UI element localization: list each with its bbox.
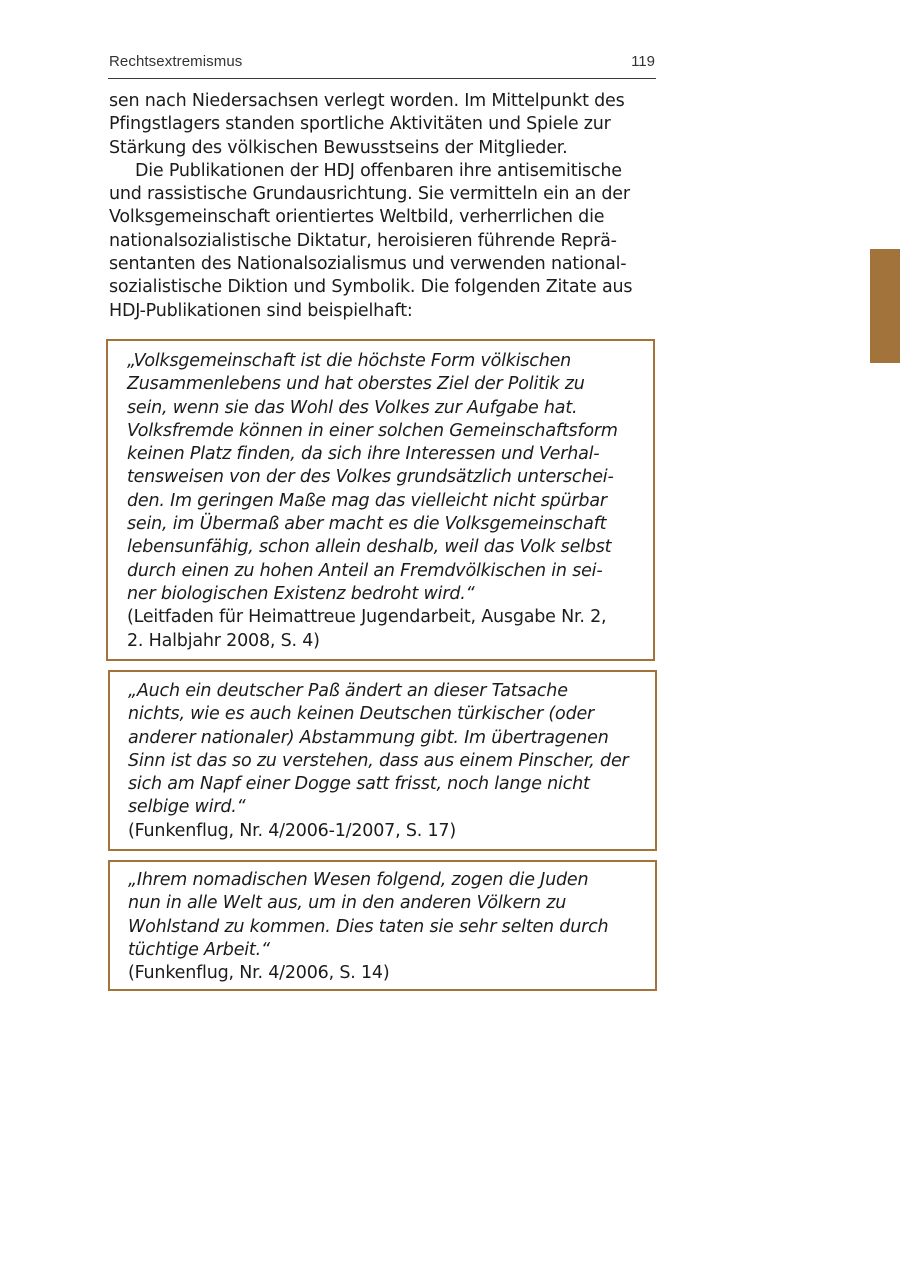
quote-line: Sinn ist das so zu verstehen, dass aus einem Pinscher, der [128, 750, 629, 771]
quote-line: sein, im Übermaß aber macht es die Volksgemeinschaft [127, 514, 607, 535]
paragraph [109, 90, 657, 160]
quote-box [108, 860, 657, 991]
quote-box [106, 339, 655, 661]
source-line: (Funkenflug, Nr. 4/2006, S. 14) [128, 963, 390, 984]
quote-line: keinen Platz finden, da sich ihre Interessen und Verhal- [127, 444, 600, 465]
text-line: sentanten des Nationalsozialismus und verwenden national- [109, 254, 627, 275]
source-line: (Leitfaden für Heimattreue Jugendarbeit, Ausgabe Nr. 2, [127, 607, 607, 628]
section-title: Rechtsextremismus [109, 53, 243, 70]
text-line: sen nach Niedersachsen verlegt worden. Im Mittelpunkt des [109, 91, 625, 111]
quote-line: „Auch ein deutscher Paß ändert an dieser Tatsache [128, 681, 568, 701]
text-line: Volksgemeinschaft orientiertes Weltbild, verherrlichen die [109, 207, 605, 228]
quote-source [128, 962, 655, 985]
quote-line: „Volksgemeinschaft ist die höchste Form völkischen [127, 351, 572, 371]
text-line: Die Publikationen der HDJ offenbaren ihre antisemitische [135, 160, 622, 181]
quote-line: ner biologischen Existenz bedroht wird.“ [127, 583, 475, 604]
quote-text [127, 350, 653, 606]
quote-line: Zusammenlebens und hat oberstes Ziel der Politik zu [127, 374, 585, 395]
quote-line: lebensunfähig, schon allein deshalb, weil das Volk selbst [127, 537, 612, 558]
quote-source [128, 820, 655, 843]
source-line: 2. Halbjahr 2008, S. 4) [127, 630, 320, 651]
body-text [109, 90, 657, 323]
quote-line: nichts, wie es auch keinen Deutschen türkischer (oder [128, 704, 595, 725]
quote-line: Wohlstand zu kommen. Dies taten sie sehr selten durch [128, 916, 609, 937]
quote-line: den. Im geringen Maße mag das vielleicht nicht spürbar [127, 490, 607, 511]
quote-source [127, 606, 653, 653]
quote-line: sich am Napf einer Dogge satt frisst, noch lange nicht [128, 774, 590, 795]
quote-text [128, 869, 655, 962]
paragraph [109, 160, 657, 323]
quote-line: tensweisen von der des Volkes grundsätzlich unterschei- [127, 467, 614, 488]
quote-line: „Ihrem nomadischen Wesen folgend, zogen die Juden [128, 870, 589, 890]
text-line: HDJ-Publikationen sind beispielhaft: [109, 300, 413, 321]
quote-line: tüchtige Arbeit.“ [128, 939, 270, 960]
quote-line: selbige wird.“ [128, 797, 246, 818]
text-line: sozialistische Diktion und Symbolik. Die folgenden Zitate aus [109, 277, 633, 298]
source-line: (Funkenflug, Nr. 4/2006-1/2007, S. 17) [128, 820, 456, 841]
quote-line: nun in alle Welt aus, um in den anderen Völkern zu [128, 893, 567, 914]
quote-box [108, 670, 657, 851]
quote-text [128, 680, 655, 820]
page-number: 119 [631, 53, 655, 70]
text-line: nationalsozialistische Diktatur, heroisieren führende Reprä- [109, 230, 617, 251]
text-line: Pfingstlagers standen sportliche Aktivitäten und Spiele zur [109, 114, 611, 135]
chapter-thumb-tab [870, 249, 900, 363]
quote-line: Volksfremde können in einer solchen Gemeinschaftsform [127, 420, 618, 441]
quote-line: anderer nationaler) Abstammung gibt. Im übertragenen [128, 727, 609, 748]
text-line: Stärkung des völkischen Bewusstseins der Mitglieder. [109, 137, 568, 158]
running-header [108, 52, 656, 79]
quote-line: durch einen zu hohen Anteil an Fremdvölkischen in sei- [127, 560, 603, 581]
quote-line: sein, wenn sie das Wohl des Volkes zur Aufgabe hat. [127, 397, 578, 418]
text-line: und rassistische Grundausrichtung. Sie vermitteln ein an der [109, 184, 630, 205]
